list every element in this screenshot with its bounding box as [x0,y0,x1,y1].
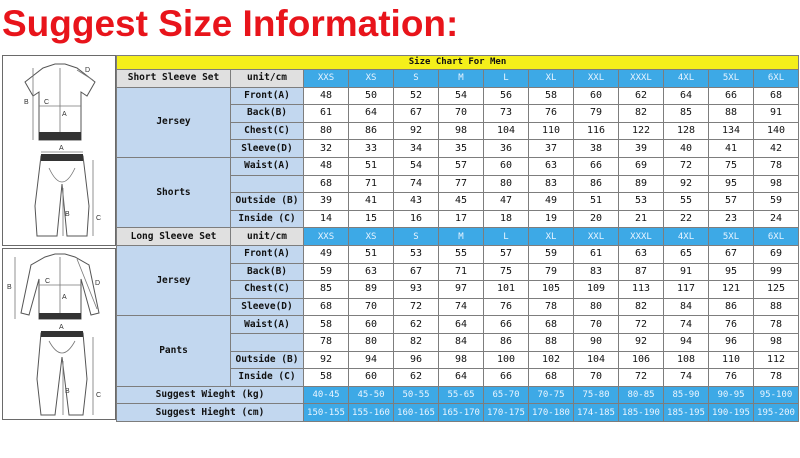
chest-label-c: C [44,99,50,106]
suggest-value: 75-80 [574,386,619,404]
measurement-value: 69 [619,157,664,175]
long-sleeve-unit-label: unit/cm [231,228,304,246]
short-sleeve-diagram [2,55,116,246]
measurement-value: 24 [754,210,799,228]
measurement-value: 72 [619,316,664,334]
measurement-value: 68 [529,316,574,334]
measurement-value: 50 [349,87,394,105]
measurement-value: 82 [619,298,664,316]
measurement-value: 59 [529,245,574,263]
measurement-value: 110 [709,351,754,369]
measurement-value: 60 [574,87,619,105]
measurement-value: 49 [529,193,574,211]
suggest-row [117,404,799,422]
measurement-value: 73 [484,105,529,123]
short-sleeve-set-label: Short Sleeve Set [117,70,231,88]
measurement-value: 82 [394,333,439,351]
measurement-value: 67 [394,263,439,281]
measurement-value: 59 [304,263,349,281]
suggest-value: 185-195 [664,404,709,422]
measurement-value: 66 [574,157,619,175]
ls-sleeve-label-d: D [95,280,101,287]
measurement-value: 58 [529,87,574,105]
measurement-value: 102 [529,351,574,369]
measurement-value: 68 [304,175,349,193]
measurement-value: 76 [709,369,754,387]
measurement-value: 84 [664,298,709,316]
measurement-value: 88 [529,333,574,351]
measurement-value: 110 [529,122,574,140]
measurement-value: 92 [304,351,349,369]
measurement-value: 66 [484,316,529,334]
measurement-value: 100 [484,351,529,369]
ls-chest-label-c: C [45,278,51,285]
measurement-value: 39 [304,193,349,211]
measurement-value: 86 [349,122,394,140]
measurement-value: 85 [664,105,709,123]
measurement-value: 80 [349,333,394,351]
measurement-value: 74 [439,298,484,316]
suggest-value: 195-200 [754,404,799,422]
measurement-value: 72 [619,369,664,387]
short-sleeve-group-shorts: Shorts [117,157,231,227]
measurement-value: 75 [484,263,529,281]
measurement-value: 15 [349,210,394,228]
measurement-value: 80 [574,298,619,316]
suggest-row [117,386,799,404]
measurement-value: 83 [574,263,619,281]
short-sleeve-header-row [117,70,799,88]
measurement-value: 88 [709,105,754,123]
chart-title: Size Chart For Men [117,56,799,70]
measurement-value: 63 [349,263,394,281]
measurement-value: 65 [664,245,709,263]
measurement-value: 45 [439,193,484,211]
measurement-value: 41 [709,140,754,158]
measurement-value: 42 [754,140,799,158]
jersey-hem [39,132,81,140]
measurement-value: 51 [574,193,619,211]
measurement-value: 55 [664,193,709,211]
measurement-value: 128 [664,122,709,140]
measurement-value: 60 [484,157,529,175]
suggest-value: 170-180 [529,404,574,422]
measurement-value: 92 [619,333,664,351]
measurement-value: 97 [439,281,484,299]
short-sleeve-size-header: 6XL [754,70,799,88]
measurement-value: 98 [439,122,484,140]
measurement-value: 49 [304,245,349,263]
measurement-value: 52 [394,87,439,105]
measurement-value: 101 [484,281,529,299]
measurement-value: 70 [349,298,394,316]
measurement-value: 104 [574,351,619,369]
measurement-value: 72 [394,298,439,316]
measurement-value: 61 [304,105,349,123]
measurement-label: Back(B) [231,263,304,281]
measurement-value: 79 [574,105,619,123]
measurement-value: 70 [574,316,619,334]
sleeve-label-d: D [85,67,91,74]
measurement-value: 62 [619,87,664,105]
chart-title-row [117,56,799,70]
measurement-value: 14 [304,210,349,228]
long-sleeve-size-header: M [439,228,484,246]
measurement-value: 72 [664,157,709,175]
measurement-value: 57 [484,245,529,263]
measurement-value: 85 [304,281,349,299]
measurement-value: 57 [439,157,484,175]
suggest-label: Suggest Wieght (kg) [117,386,304,404]
measurement-value: 116 [574,122,619,140]
outside-label-c: C [96,215,102,222]
suggest-value: 45-50 [349,386,394,404]
measurement-value: 64 [664,87,709,105]
suggest-value: 65-70 [484,386,529,404]
measurement-value: 39 [619,140,664,158]
measurement-label: Back(B) [231,105,304,123]
suggest-value: 155-160 [349,404,394,422]
measurement-value: 16 [394,210,439,228]
measurement-value: 74 [664,316,709,334]
measurement-label: Front(A) [231,245,304,263]
measurement-value: 60 [349,369,394,387]
measurement-value: 66 [709,87,754,105]
suggest-value: 185-190 [619,404,664,422]
suggest-value: 150-155 [304,404,349,422]
measurement-value: 78 [304,333,349,351]
long-sleeve-size-header: XS [349,228,394,246]
table-row [117,87,799,105]
measurement-value: 36 [484,140,529,158]
measurement-value: 20 [574,210,619,228]
measurement-value: 76 [709,316,754,334]
measurement-value: 105 [529,281,574,299]
measurement-value: 68 [754,87,799,105]
measurement-value: 104 [484,122,529,140]
measurement-value: 22 [664,210,709,228]
measurement-value: 48 [304,157,349,175]
measurement-value: 59 [754,193,799,211]
measurement-label: Chest(C) [231,122,304,140]
measurement-value: 19 [529,210,574,228]
waist-label-a: A [59,145,64,152]
measurement-value: 84 [439,333,484,351]
measurement-value: 18 [484,210,529,228]
long-sleeve-size-header: S [394,228,439,246]
measurement-value: 41 [349,193,394,211]
short-sleeve-size-header: XS [349,70,394,88]
short-sleeve-size-header: XXXL [619,70,664,88]
long-sleeve-size-header: XL [529,228,574,246]
measurement-label: Waist(A) [231,157,304,175]
ls-outside-label-c: C [96,392,102,399]
measurement-value: 58 [304,316,349,334]
measurement-value: 82 [619,105,664,123]
measurement-value: 23 [709,210,754,228]
measurement-value: 79 [529,263,574,281]
long-sleeve-svg [3,249,115,419]
measurement-value: 140 [754,122,799,140]
measurement-value: 57 [709,193,754,211]
long-sleeve-size-header: XXL [574,228,619,246]
measurement-value: 21 [619,210,664,228]
measurement-value: 68 [529,369,574,387]
measurement-value: 74 [394,175,439,193]
measurement-value: 94 [349,351,394,369]
long-sleeve-header-row [117,228,799,246]
short-sleeve-size-header: L [484,70,529,88]
suggest-value: 160-165 [394,404,439,422]
measurement-value: 17 [439,210,484,228]
measurement-value: 95 [709,263,754,281]
measurement-value: 76 [529,105,574,123]
measurement-label: Inside (C) [231,210,304,228]
long-sleeve-size-header: 4XL [664,228,709,246]
measurement-value: 89 [619,175,664,193]
measurement-label [231,333,304,351]
long-sleeve-group-pants: Pants [117,316,231,386]
measurement-value: 112 [754,351,799,369]
ls-back-label-b: B [7,284,12,291]
measurement-value: 53 [394,245,439,263]
measurement-value: 47 [484,193,529,211]
measurement-value: 74 [664,369,709,387]
measurement-value: 91 [754,105,799,123]
long-sleeve-size-header: 5XL [709,228,754,246]
measurement-value: 71 [349,175,394,193]
back-label-b: B [24,99,29,106]
measurement-value: 68 [304,298,349,316]
measurement-value: 43 [394,193,439,211]
measurement-value: 80 [484,175,529,193]
suggest-value: 190-195 [709,404,754,422]
measurement-value: 99 [754,263,799,281]
measurement-value: 108 [664,351,709,369]
measurement-label [231,175,304,193]
measurement-value: 62 [394,369,439,387]
measurement-value: 83 [529,175,574,193]
measurement-value: 71 [439,263,484,281]
suggest-value: 80-85 [619,386,664,404]
suggest-value: 70-75 [529,386,574,404]
measurement-value: 55 [439,245,484,263]
front-label-a: A [62,111,67,118]
measurement-value: 40 [664,140,709,158]
measurement-value: 63 [619,245,664,263]
suggest-value: 170-175 [484,404,529,422]
measurement-value: 54 [439,87,484,105]
long-sleeve-size-header: 6XL [754,228,799,246]
short-sleeve-unit-label: unit/cm [231,70,304,88]
measurement-value: 69 [754,245,799,263]
measurement-value: 58 [304,369,349,387]
short-sleeve-size-header: 4XL [664,70,709,88]
measurement-value: 70 [439,105,484,123]
measurement-value: 95 [709,175,754,193]
measurement-value: 32 [304,140,349,158]
ls-jersey-hem [39,313,81,319]
short-sleeve-size-header: M [439,70,484,88]
long-sleeve-size-header: XXS [304,228,349,246]
measurement-value: 70 [574,369,619,387]
measurement-value: 96 [709,333,754,351]
suggest-value: 55-65 [439,386,484,404]
measurement-value: 54 [394,157,439,175]
short-sleeve-size-header: XXS [304,70,349,88]
short-sleeve-group-jersey: Jersey [117,87,231,157]
suggest-value: 90-95 [709,386,754,404]
measurement-label: Sleeve(D) [231,298,304,316]
measurement-value: 91 [664,263,709,281]
long-sleeve-size-header: L [484,228,529,246]
measurement-value: 64 [349,105,394,123]
measurement-value: 86 [574,175,619,193]
measurement-value: 98 [754,175,799,193]
measurement-value: 92 [394,122,439,140]
measurement-value: 48 [304,87,349,105]
measurement-value: 125 [754,281,799,299]
suggest-value: 40-45 [304,386,349,404]
suggest-value: 95-100 [754,386,799,404]
measurement-value: 33 [349,140,394,158]
measurement-value: 96 [394,351,439,369]
long-sleeve-diagram [2,248,116,420]
long-sleeve-set-label: Long Sleeve Set [117,228,231,246]
suggest-value: 50-55 [394,386,439,404]
measurement-value: 88 [754,298,799,316]
measurement-value: 93 [394,281,439,299]
measurement-value: 64 [439,369,484,387]
measurement-value: 117 [664,281,709,299]
measurement-label: Waist(A) [231,316,304,334]
measurement-value: 77 [439,175,484,193]
measurement-value: 86 [484,333,529,351]
measurement-value: 86 [709,298,754,316]
measurement-value: 51 [349,157,394,175]
measurement-value: 113 [619,281,664,299]
table-row [117,245,799,263]
measurement-value: 56 [484,87,529,105]
measurement-value: 51 [349,245,394,263]
measurement-label: Outside (B) [231,193,304,211]
measurement-label: Outside (B) [231,351,304,369]
measurement-value: 63 [529,157,574,175]
measurement-value: 67 [394,105,439,123]
measurement-label: Front(A) [231,87,304,105]
measurement-value: 61 [574,245,619,263]
measurement-value: 98 [754,333,799,351]
short-sleeve-svg [3,56,115,245]
table-row [117,316,799,334]
measurement-value: 34 [394,140,439,158]
measurement-label: Sleeve(D) [231,140,304,158]
size-chart-table [116,55,799,422]
measurement-value: 78 [754,369,799,387]
measurement-value: 80 [304,122,349,140]
measurement-value: 67 [709,245,754,263]
measurement-value: 87 [619,263,664,281]
measurement-label: Chest(C) [231,281,304,299]
ls-waist-label-a: A [59,324,64,331]
measurement-label: Inside (C) [231,369,304,387]
measurement-value: 109 [574,281,619,299]
measurement-value: 35 [439,140,484,158]
long-sleeve-size-header: XXXL [619,228,664,246]
suggest-value: 85-90 [664,386,709,404]
long-sleeve-group-jersey: Jersey [117,245,231,315]
measurement-value: 75 [709,157,754,175]
short-sleeve-size-header: 5XL [709,70,754,88]
measurement-value: 134 [709,122,754,140]
suggest-value: 165-170 [439,404,484,422]
measurement-value: 98 [439,351,484,369]
suggest-value: 174-185 [574,404,619,422]
ls-front-label-a: A [62,294,67,301]
pants-waistband [41,331,83,337]
measurement-value: 60 [349,316,394,334]
measurement-value: 90 [574,333,619,351]
ls-inside-label-b: B [65,388,70,395]
measurement-value: 53 [619,193,664,211]
page-title: Suggest Size Information: [2,3,459,44]
short-sleeve-size-header: S [394,70,439,88]
suggest-label: Suggest Hieght (cm) [117,404,304,422]
measurement-value: 64 [439,316,484,334]
measurement-value: 89 [349,281,394,299]
inside-label-b: B [65,211,70,218]
shorts-waistband [41,154,83,161]
measurement-value: 92 [664,175,709,193]
measurement-value: 121 [709,281,754,299]
measurement-value: 62 [394,316,439,334]
measurement-value: 66 [484,369,529,387]
table-row [117,157,799,175]
measurement-value: 37 [529,140,574,158]
measurement-value: 78 [754,157,799,175]
measurement-value: 76 [484,298,529,316]
measurement-value: 122 [619,122,664,140]
measurement-value: 106 [619,351,664,369]
short-sleeve-size-header: XL [529,70,574,88]
measurement-value: 78 [754,316,799,334]
short-sleeve-size-header: XXL [574,70,619,88]
measurement-value: 94 [664,333,709,351]
measurement-value: 78 [529,298,574,316]
measurement-value: 38 [574,140,619,158]
